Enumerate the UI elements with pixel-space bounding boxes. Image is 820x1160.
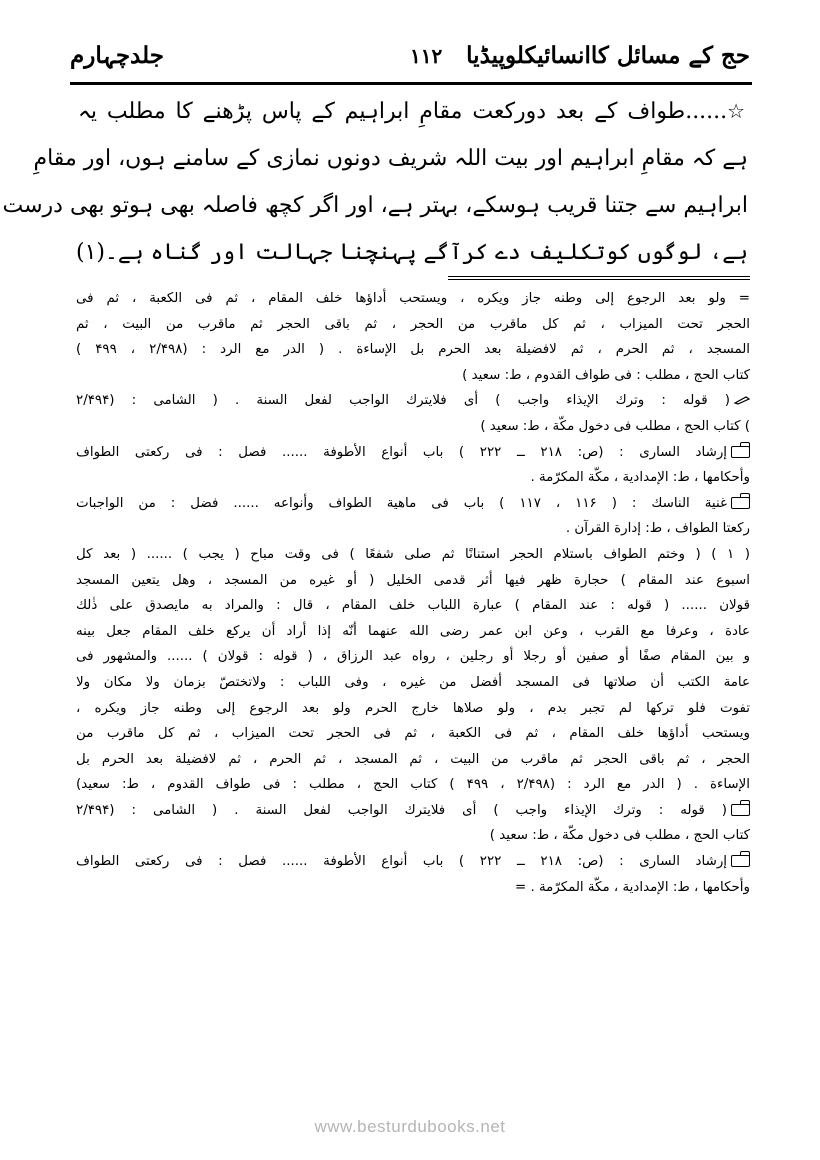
folder-icon [731, 497, 750, 509]
star-icon: ☆ [727, 99, 748, 123]
folder-icon [731, 855, 750, 867]
folder-icon [731, 804, 750, 816]
main-line: ہے کہ مقامِ ابراہیم اور بیت اللہ شریف دونوں نمازی کے سامنے ہوں، اور مقامِ [33, 146, 748, 171]
note-line: ( قوله : وترك الإيذاء واجب ) أى فلايترك الواجب لفعل السنة . ( الشامى : (۲/۴۹۴ [76, 388, 750, 414]
main-line: ☆......طواف کے بعد دورکعت مقامِ ابراہیم کے پاس پڑھنے کا مطلب یہ [78, 99, 748, 124]
note-line: اسبوع عند المقام ) حجارة ظهر فيها أثر قدمى الخليل ( أو غيره من المسجد ، وهل يتعين المسجد [76, 572, 750, 588]
main-line: ہے، لوگوں کوتکلیف دے کرآگے پہنچنا جہالت اور گناہ ہے۔(۱) [75, 240, 748, 265]
folder-icon [731, 446, 750, 458]
note-line: وأحكامها ، ط: الإمدادية ، مكّة المكرّمة . = [514, 879, 750, 895]
footnotes [76, 286, 750, 900]
note-line: ( ۱ ) ( وختم الطواف باستلام الحجر استنانًا ثم صلى شفعًا ) فى وقت مباح ( يجب ) ...... ( بعد كل [76, 546, 750, 562]
main-text [2, 88, 748, 276]
note-line: الحجر تحت الميزاب ، ثم كل ماقرب من الحجر ، ثم باقى الحجر ثم ماقرب من البيت ، ثم [76, 316, 750, 332]
page-header [70, 38, 750, 78]
note-line: الحجر ، ثم باقى الحجر ثم ماقرب من البيت ، ثم المسجد ، ثم الحرم ، ثم لافضيلة بعد الحرم بل [76, 751, 750, 767]
header-divider [70, 82, 752, 85]
note-line: = ولو بعد الرجوع إلى وطنه جاز ويكره ، ويستحب أداؤها خلف المقام ، ثم فى الكعبة ، ثم فى [76, 291, 750, 306]
pen-icon [734, 395, 750, 405]
footnote-divider [448, 276, 750, 277]
page-number: ۱۱۲ [410, 44, 443, 68]
watermark-url: www.besturdubooks.net [314, 1117, 506, 1136]
footnote-divider-double [448, 279, 750, 280]
note-line: عامة الكتب أن صلاتها فى المسجد أفضل من غيره ، وفى اللباب : ولاتختصّ بزمان ولا مكان ولا [76, 674, 750, 690]
note-line: قولان ...... ( قوله : عند المقام ) عبارة اللباب خلف المقام ، قال : والمراد به مايصدق على ذٰلك [76, 598, 750, 614]
note-line: وأحكامها ، ط: الإمدادية ، مكّة المكرّمة . [530, 470, 750, 486]
book-title: حج کے مسائل کاانسائیکلوپیڈیا [466, 42, 750, 69]
note-line: تفوت فلو تركها لم تجبر بدم ، ولو صلاها خارج الحرم ولو بعد الرجوع إلى وطنه جاز ويكره ، [76, 700, 750, 716]
note-line: إرشاد السارى : (ص: ۲۱۸ ــ ۲۲۲ ) باب أنواع الأطوفة ...... فصل : فى ركعتى الطواف [76, 440, 750, 466]
note-line: عادة ، وعرفا مع القرب ، وعن ابن عمر رضى الله عنهما أنّه إذا أراد أن يركع خلف المقام جعل بينه [76, 623, 750, 639]
note-line: ) كتاب الحج ، مطلب فى دخول مكّة ، ط: سعيد ) [480, 418, 750, 434]
main-line: ابراہیم سے جتنا قریب ہوسکے، بہتر ہے، اور اگر کچھ فاصلہ بھی ہوتو بھی درست [2, 193, 748, 218]
note-line: ويستحب أداؤها خلف المقام ، ثم فى الكعبة ، ثم فى الحجر تحت الميزاب ، ثم كل ماقرب من [76, 726, 750, 742]
note-line: و بين المقام صفًا أو صفين أو رجلا أو رجلين ، رواه عبد الرزاق ، ( قوله : قولان ) ...... والمشهور فى [76, 649, 750, 665]
note-line: ركعتا الطواف ، ط: إدارة القرآن . [565, 521, 750, 537]
note-line: إرشاد السارى : (ص: ۲۱۸ ــ ۲۲۲ ) باب أنواع الأطوفة ...... فصل : فى ركعتى الطواف [76, 849, 750, 875]
note-line: ( قوله : وترك الإيذاء واجب ) أى فلايترك الواجب لفعل السنة . ( الشامى : (۲/۴۹۴ [76, 798, 750, 824]
note-line: كتاب الحج ، مطلب فى دخول مكّة ، ط: سعيد ) [489, 828, 750, 844]
note-line: غنية الناسك : ( ۱۱۶ ، ۱۱۷ ) باب فى ماهية الطواف وأنواعه ...... فضل : من الواجبات [76, 491, 750, 517]
volume-label: جلدچہارم [70, 42, 164, 69]
note-line: كتاب الحج ، مطلب : فى طواف القدوم ، ط: سعيد ) [462, 367, 750, 383]
note-line: المسجد ، ثم الحرم ، ثم لافضيلة بعد الحرم بل الإساءة . ( الدر مع الرد : (۲/۴۹۸ ، ۴۹۹ ) [76, 342, 751, 358]
note-line: الإساءة . ( الدر مع الرد : (۲/۴۹۸ ، ۴۹۹ ) كتاب الحج ، مطلب : فى طواف القدوم ، ط: سعيد) [76, 777, 751, 793]
